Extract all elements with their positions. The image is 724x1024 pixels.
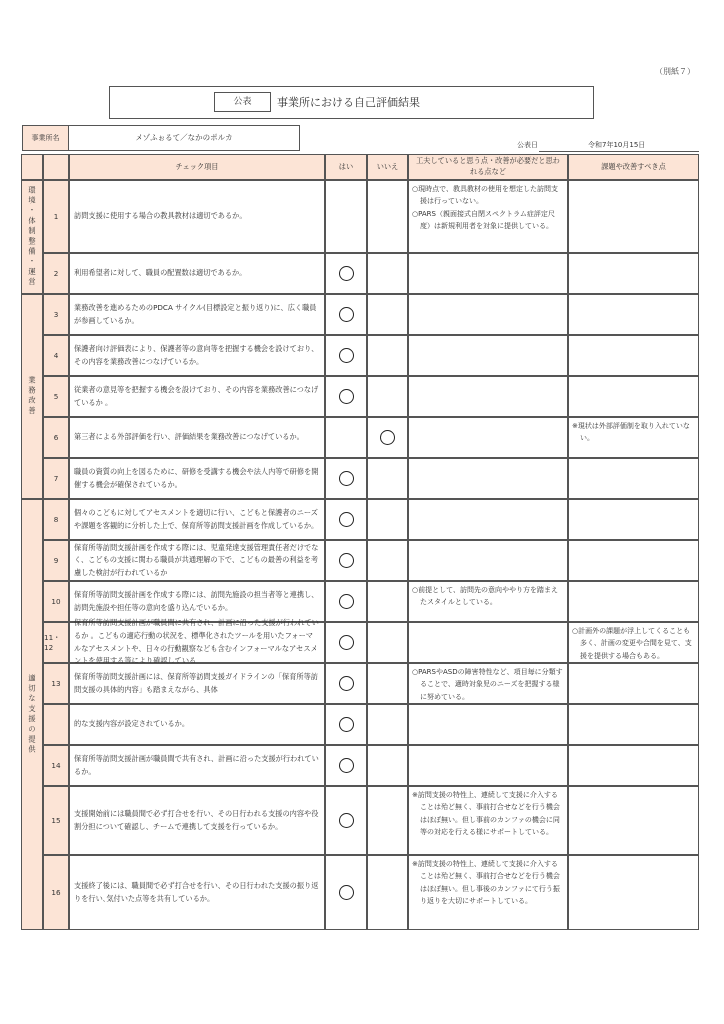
header-check-item: チェック項目 [69, 154, 325, 180]
category-appropriate-support: 適切な支援の提供 [21, 499, 43, 930]
item-number: 8 [43, 499, 69, 540]
efforts-cell [408, 499, 568, 540]
check-item-text [69, 376, 325, 417]
efforts-cell [408, 376, 568, 417]
office-name-value: メゾふぉるて／なかのポルカ [69, 125, 300, 151]
issues-cell [568, 745, 699, 786]
check-item-label: 訪問支援に使用する場合の教具教材は適切であるか。 [74, 211, 247, 221]
category-environment: 環境・体制整備・運営 [21, 180, 43, 294]
yes-circle-mark [339, 266, 354, 281]
yes-cell[interactable] [325, 704, 367, 745]
issues-cell [568, 417, 699, 458]
publication-tag: 公表 [214, 92, 271, 112]
no-cell[interactable] [367, 335, 408, 376]
yes-cell[interactable] [325, 745, 367, 786]
check-item-text [69, 540, 325, 581]
item-number: 13 [43, 663, 69, 704]
issues-cell [568, 786, 699, 855]
check-item-label: 保育所等訪問支援計画が職員間に共有され、計画に沿った支援が行われているか 。こどもの適応行動の状況を、標準化されたツールを用いたフォーマルなアセスメントや、日々の行動観察なども含むインフォーマルなアセスメントを使用する等により確認している [74, 618, 319, 666]
yes-cell[interactable] [325, 581, 367, 622]
efforts-cell [408, 704, 568, 745]
yes-circle-mark [339, 553, 354, 568]
efforts-cell [408, 294, 568, 335]
check-item-label: 職員の資質の向上を図るために、研修を受講する機会や法人内等で研修を開催する機会が確保されているか。 [74, 466, 319, 489]
issues-cell [568, 376, 699, 417]
issues-cell [568, 499, 699, 540]
yes-circle-mark [339, 717, 354, 732]
issues-cell [568, 704, 699, 745]
no-cell[interactable] [367, 663, 408, 704]
publication-date-value: 令和7年10月15日 [588, 141, 646, 149]
appendix-label: （別紙７） [655, 67, 695, 76]
check-item-text [69, 180, 325, 253]
no-cell[interactable] [367, 581, 408, 622]
issues-cell [568, 663, 699, 704]
efforts-cell [408, 745, 568, 786]
yes-circle-mark [339, 348, 354, 363]
no-cell[interactable] [367, 745, 408, 786]
item-number: 4 [43, 335, 69, 376]
check-item-text [69, 458, 325, 499]
issues-cell [568, 622, 699, 663]
yes-cell[interactable] [325, 253, 367, 294]
issues-paragraph: ○計画外の課題が浮上してくることも多く、計画の変更や合間を見て、支援を提供する場合もある。 [572, 627, 692, 660]
issues-cell [568, 855, 699, 930]
page-title: 事業所における自己評価結果 [277, 96, 420, 109]
item-number: 16 [43, 855, 69, 930]
issues-paragraph: ※現状は外部評価制を取り入れていない。 [572, 422, 690, 443]
check-item-label: 支援開始前には職員間で必ず打合せを行い、その日行われる支援の内容や役割分担について確認し、チームで連携して支援を行っているか。 [74, 808, 319, 831]
no-cell[interactable] [367, 540, 408, 581]
check-item-text [69, 253, 325, 294]
yes-circle-mark [339, 389, 354, 404]
item-number: 11・12 [43, 622, 69, 663]
no-cell[interactable] [367, 786, 408, 855]
publication-date-label: 公表日 [517, 141, 538, 149]
yes-circle-mark [339, 307, 354, 322]
yes-cell[interactable] [325, 786, 367, 855]
check-item-text [69, 855, 325, 930]
check-item-label: 第三者による外部評価を行い、評価結果を業務改善につなげているか。 [74, 432, 304, 442]
efforts-cell [408, 253, 568, 294]
check-item-label: 保育所等訪問支援計画には、保育所等訪問支援ガイドラインの「保育所等訪問支援の具体的内容」も踏まえながら、具体 [74, 671, 318, 694]
item-number: 6 [43, 417, 69, 458]
efforts-cell [408, 458, 568, 499]
efforts-cell [408, 180, 568, 253]
header-issues: 課題や改善すべき点 [568, 154, 699, 180]
issues-cell [568, 458, 699, 499]
efforts-cell [408, 786, 568, 855]
check-item-text [69, 704, 325, 745]
item-number: 3 [43, 294, 69, 335]
check-item-label: 的な支援内容が設定されているか。 [74, 719, 190, 729]
efforts-paragraph: ○前提として、訪問先の意向ややり方を踏まえたスタイルとしている。 [412, 586, 558, 607]
yes-circle-mark [339, 635, 354, 650]
no-cell[interactable] [367, 622, 408, 663]
yes-cell[interactable] [325, 499, 367, 540]
yes-cell[interactable] [325, 294, 367, 335]
item-number: 9 [43, 540, 69, 581]
yes-circle-mark [339, 813, 354, 828]
check-item-text [69, 618, 325, 666]
office-name-label: 事業所名 [22, 125, 69, 151]
efforts-cell [408, 417, 568, 458]
yes-cell[interactable] [325, 458, 367, 499]
efforts-paragraph: ○現時点で、教具教材の使用を想定した訪問支援は行っていない。 [412, 185, 558, 206]
issues-cell [568, 540, 699, 581]
yes-circle-mark [339, 471, 354, 486]
header-yes: はい [325, 154, 367, 180]
check-item-label: 業務改善を進めるためのPDCA サイクル(目標設定と振り返り)に、広く職員が参画しているか。 [74, 302, 317, 325]
yes-circle-mark [339, 512, 354, 527]
issues-cell [568, 335, 699, 376]
check-item-label: 従業者の意見等を把握する機会を設けており、その内容を業務改善につなげているか 。 [74, 384, 319, 407]
yes-circle-mark [339, 885, 354, 900]
item-number: 1 [43, 180, 69, 253]
check-item-label: 支援終了後には、職員間で必ず打合せを行い、その日行われた支援の振り返りを行い､気付いた点等を共有しているか。 [74, 880, 319, 903]
no-cell[interactable] [367, 180, 408, 253]
efforts-cell [408, 622, 568, 663]
no-cell[interactable] [367, 253, 408, 294]
check-item-text [69, 335, 325, 376]
item-number: 10 [43, 581, 69, 622]
publication-date-underline [539, 151, 699, 152]
yes-cell[interactable] [325, 663, 367, 704]
yes-cell[interactable] [325, 622, 367, 663]
no-cell[interactable] [367, 458, 408, 499]
efforts-cell [408, 663, 568, 704]
check-item-label: 保育所等訪問支援計画を作成する際には、児童発達支援管理責任者だけでなく、こどもの支援に関わる職員が共通理解の下で、こどもの最善の利益を考慮した検討が行われているか [74, 542, 319, 577]
item-number: 14 [43, 745, 69, 786]
no-circle-mark [380, 430, 395, 445]
efforts-cell [408, 855, 568, 930]
yes-cell[interactable] [325, 376, 367, 417]
yes-cell[interactable] [325, 180, 367, 253]
header-no: いいえ [367, 154, 408, 180]
no-cell[interactable] [367, 499, 408, 540]
no-cell[interactable] [367, 417, 408, 458]
item-number: 15 [43, 786, 69, 855]
check-item-label: 保護者向け評価表により、保護者等の意向等を把握する機会を設けており、その内容を業務改善につなげているか。 [74, 343, 319, 366]
yes-cell[interactable] [325, 417, 367, 458]
efforts-cell [408, 335, 568, 376]
yes-cell[interactable] [325, 855, 367, 930]
header-category-cell [21, 154, 43, 180]
issues-cell [568, 294, 699, 335]
header-efforts: 工夫していると思う点・改善が必要だと思われる点など [408, 154, 568, 180]
item-number: 5 [43, 376, 69, 417]
check-item-text [69, 581, 325, 622]
yes-cell[interactable] [325, 335, 367, 376]
yes-circle-mark [339, 594, 354, 609]
no-cell[interactable] [367, 294, 408, 335]
efforts-cell [408, 540, 568, 581]
efforts-paragraph: ○PARS（親面接式自閉スペクトラム症評定尺度）は新規利用者を対象に提供している。 [412, 209, 555, 230]
check-item-text [69, 786, 325, 855]
check-item-text [69, 417, 325, 458]
issues-cell [568, 180, 699, 253]
check-item-label: 保育所等訪問支援計画が職員間で共有され、計画に沿った支援が行われているか。 [74, 753, 319, 776]
item-number: 2 [43, 253, 69, 294]
no-cell[interactable] [367, 855, 408, 930]
efforts-paragraph: ○PARSやASDの障害特性など、項目毎に分類することで、適時対象児のニーズを把握する様に努めている。 [412, 668, 563, 701]
issues-cell [568, 253, 699, 294]
header-number-cell [43, 154, 69, 180]
check-item-text [69, 745, 325, 786]
check-item-label: 利用希望者に対して、職員の配置数は適切であるか。 [74, 268, 247, 278]
check-item-text [69, 499, 325, 540]
yes-cell[interactable] [325, 540, 367, 581]
efforts-cell [408, 581, 568, 622]
check-item-label: 個々のこどもに対してアセスメントを適切に行い、こどもと保護者のニーズや課題を客観的に分析した上で、保育所等訪問支援計画を作成しているか。 [74, 507, 319, 530]
check-item-text [69, 294, 325, 335]
item-number: 7 [43, 458, 69, 499]
efforts-paragraph: ※訪問支援の特性上、連続して支援に介入することは殆ど無く、事前打合せなどを行う機会はほぼ無い。但し事後のカンファにて行う振り返りを大切にサポートしている。 [412, 860, 560, 905]
item-number [43, 704, 69, 745]
category-operations-improvement: 業務改善 [21, 294, 43, 499]
efforts-paragraph: ※訪問支援の特性上、連続して支援に介入することは殆ど無く、事前打合せなどを行う機会はほぼ無い。但し事前のカンファの機会に同等の対応を行える様にサポートしている。 [412, 791, 560, 836]
evaluation-table [22, 155, 699, 931]
check-item-label: 保育所等訪問支援計画を作成する際には、訪問先施設の担当者等と連携し、訪問先施設や担任等の意向を盛り込んでいるか。 [74, 589, 319, 612]
check-item-text [69, 663, 325, 704]
no-cell[interactable] [367, 704, 408, 745]
yes-circle-mark [339, 758, 354, 773]
issues-cell [568, 581, 699, 622]
no-cell[interactable] [367, 376, 408, 417]
yes-circle-mark [339, 676, 354, 691]
